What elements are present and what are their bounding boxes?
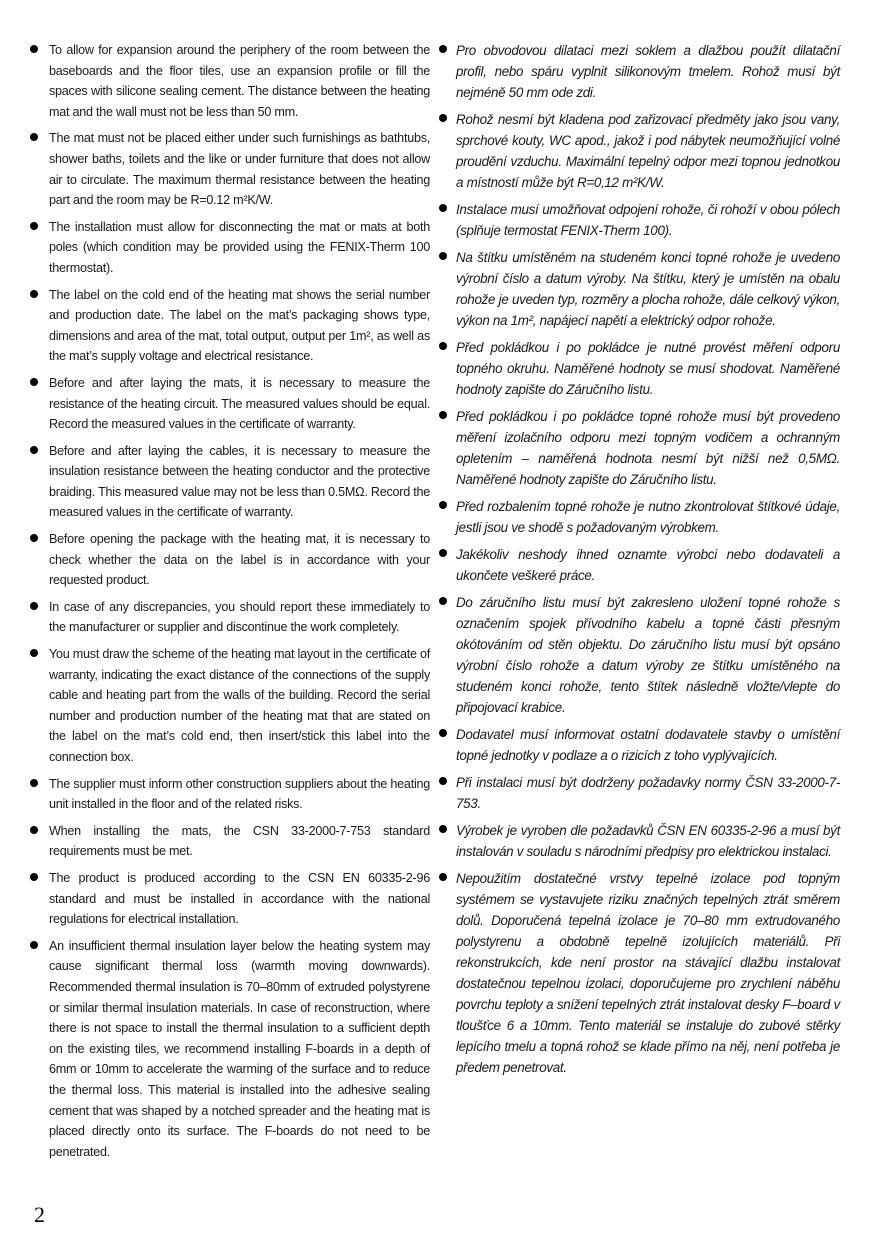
- item-text: When installing the mats, the CSN 33-2000-7-753 standard requirements must be met.: [49, 823, 430, 859]
- item-text: Before and after laying the mats, it is necessary to measure the resistance of the heating circuit. The measured values should be equal. Record the measured values in the certificate of warranty.: [49, 375, 430, 432]
- list-item: [30, 217, 430, 279]
- item-text: You must draw the scheme of the heating mat layout in the certificate of warranty, indicating the exact distance of the connections of the supply cable and heating part from the walls of the building. Record the serial number and production number of the heating mat that are stated on the label on the mat’s cold end, then insert/stick this label into the connection box.: [49, 647, 430, 764]
- bullet-icon: [30, 941, 38, 949]
- list-item: [440, 868, 840, 1078]
- item-text: Před rozbalením topné rohože je nutno zkontrolovat štítkové údaje, jestli jsou ve shodě s požadovaným výrobkem.: [456, 499, 840, 535]
- bullet-icon: [439, 501, 447, 509]
- bullet-icon: [30, 873, 38, 881]
- bullet-icon: [30, 602, 38, 610]
- list-item: [30, 128, 430, 210]
- item-text: Rohož nesmí být kladena pod zařizovací předměty jako jsou vany, sprchové kouty, WC apod., jakož i pod nábytek neumožňující volné proudění vzduchu. Maximální tepelný odpor mezi topnou jednotkou a místností může být R=0,12 m²K/W.: [456, 112, 840, 190]
- bullet-icon: [439, 252, 447, 260]
- item-text: The mat must not be placed either under such furnishings as bathtubs, shower baths, toilets and the like or under furniture that does not allow air to circulate. The maximum thermal resistance between the heating part and the room may be R=0.12 m²K/W.: [49, 131, 430, 208]
- bullet-icon: [439, 549, 447, 557]
- item-text: In case of any discrepancies, you should report these immediately to the manufacturer or supplier and discontinue the work completely.: [49, 599, 430, 635]
- list-item: [30, 644, 430, 768]
- list-item: [30, 285, 430, 367]
- bullet-icon: [30, 290, 38, 298]
- list-item: [30, 868, 430, 930]
- list-item: [440, 820, 840, 862]
- list-item: [440, 406, 840, 490]
- page-number: 2: [34, 1202, 45, 1227]
- bullet-icon: [439, 777, 447, 785]
- item-text: Před pokládkou i po pokládce topné rohože musí být provedeno měření izolačního odporu mezi topným vodičem a ochranným opletením – naměřená hodnota nesmí být nižší než 0,5MΩ. Naměřené hodnoty zapište do Záručního listu.: [456, 409, 840, 487]
- item-text: The product is produced according to the CSN EN 60335-2-96 standard and must be installed in accordance with the national regulations for electrical installation.: [49, 870, 430, 927]
- bullet-icon: [439, 411, 447, 419]
- item-text: To allow for expansion around the periphery of the room between the baseboards and the floor tiles, use an expansion profile or fill the spaces with silicone sealing cement. The distance between the heating mat and the wall must not be less than 50 mm.: [49, 43, 430, 119]
- english-column: [30, 40, 430, 1168]
- bullet-icon: [439, 342, 447, 350]
- bullet-icon: [30, 222, 38, 230]
- english-instruction-list: [30, 40, 430, 1162]
- bullet-icon: [30, 779, 38, 787]
- bullet-icon: [439, 825, 447, 833]
- item-text: Nepoužitím dostatečné vrstvy tepelné izolace pod topným systémem se vystavujete riziku značných tepelných ztrát směrem dolů. Doporučená tepelná izolace je 70–80 mm extrudovaného polystyrenu a obdobně tepelně izolujících materiálů. Při rekonstrukcích, kde není prostor na stávající dlažbu instalovat dostatečnou tepelnou izolaci, doporučujeme pro zrychlení náběhu povrchu teploty a snížení tepelných ztrát instalovat desky F–board v tloušťce 6 a 10mm. Tento materiál se instaluje do zubové stěrky lepícího tmelu a topná rohož se klade přímo na něj, není potřeba je předem penetrovat.: [456, 871, 840, 1075]
- bullet-icon: [30, 649, 38, 657]
- bullet-icon: [30, 446, 38, 454]
- bullet-icon: [439, 114, 447, 122]
- item-text: Instalace musí umožňovat odpojení rohože, či rohoží v obou pólech (splňuje termostat FENIX-Therm 100).: [456, 202, 840, 238]
- list-item: [30, 441, 430, 523]
- item-text: Výrobek je vyroben dle požadavků ČSN EN 60335-2-96 a musí být instalován v souladu s národními předpisy pro elektrickou instalaci.: [456, 823, 840, 859]
- list-item: [440, 544, 840, 586]
- item-text: The installation must allow for disconnecting the mat or mats at both poles (which condition may be provided using the FENIX-Therm 100 thermostat).: [49, 219, 430, 275]
- item-text: Před pokládkou i po pokládce je nutné provést měření odporu topného okruhu. Naměřené hodnoty se musí shodovat. Naměřené hodnoty zapište do Záručního listu.: [456, 340, 840, 397]
- list-item: [30, 373, 430, 435]
- bullet-icon: [439, 204, 447, 212]
- item-text: Do záručního listu musí být zakresleno uložení topné rohože s označením spojek přívodního kabelu a topné části přesným okótováním od stěn objektu. Do záručního listu musí být opsáno výrobní číslo rohože a datum výroby ze štítku umístěného na studeném konci rohože, tento štítek následně vložte/vlepte do připojovací krabice.: [456, 595, 840, 715]
- list-item: [440, 109, 840, 193]
- item-text: Jakékoliv neshody ihned oznamte výrobci nebo dodavateli a ukončete veškeré práce.: [456, 547, 840, 583]
- list-item: [30, 936, 430, 1163]
- list-item: [30, 529, 430, 591]
- list-item: [30, 821, 430, 862]
- list-item: [440, 496, 840, 538]
- czech-column: [440, 40, 840, 1084]
- list-item: [440, 247, 840, 331]
- bullet-icon: [439, 45, 447, 53]
- item-text: Dodavatel musí informovat ostatní dodavatele stavby o umístění topné jednotky v podlaze a o rizicích z toho vyplývajících.: [456, 727, 840, 763]
- list-item: [440, 337, 840, 400]
- list-item: [440, 724, 840, 766]
- list-item: [440, 199, 840, 241]
- list-item: [440, 772, 840, 814]
- bullet-icon: [439, 873, 447, 881]
- czech-instruction-list: [440, 40, 840, 1078]
- item-text: The supplier must inform other construction suppliers about the heating unit installed in the floor and of the related risks.: [49, 776, 430, 812]
- bullet-icon: [439, 597, 447, 605]
- bullet-icon: [30, 133, 38, 141]
- item-text: An insufficient thermal insulation layer below the heating system may cause significant thermal loss (warmth moving downwards). Recommended thermal insulation is 70–80mm of extruded polystyrene or similar thermal insulation materials. In case of reconstruction, where there is not space to install the thermal insulation to a sufficient depth on the existing tiles, we recommend installing F-boards in a depth of 6mm or 10mm to accelerate the warming of the surface and to reduce the thermal loss. This material is installed into the adhesive sealing cement that was shaped by a notched spreader and the heating mat is placed directly onto its surface. The F-boards do not need to be penetrated.: [49, 938, 430, 1159]
- list-item: [440, 40, 840, 103]
- bullet-icon: [30, 378, 38, 386]
- item-text: Before and after laying the cables, it is necessary to measure the insulation resistance between the heating conductor and the protective braiding. This measured value may not be less than 0.5MΩ. Record the measured values in the certificate of warranty.: [49, 443, 430, 520]
- bullet-icon: [439, 729, 447, 737]
- bullet-icon: [30, 534, 38, 542]
- item-text: Pro obvodovou dilataci mezi soklem a dlažbou použít dilatační profil, nebo spáru vyplnit silikonovým tmelem. Rohož musí být nejméně 50 mm ode zdi.: [456, 43, 840, 100]
- item-text: Na štítku umístěném na studeném konci topné rohože je uvedeno výrobní číslo a datum výroby. Na štítku, který je umístěn na obalu rohože je uveden typ, rozměry a plocha rohože, dále celkový výkon, výkon na 1m², napájecí napětí a elektrický odpor rohože.: [456, 250, 840, 328]
- list-item: [440, 592, 840, 718]
- list-item: [30, 40, 430, 122]
- bullet-icon: [30, 45, 38, 53]
- item-text: Při instalaci musí být dodrženy požadavky normy ČSN 33-2000-7-753.: [456, 775, 840, 811]
- list-item: [30, 774, 430, 815]
- item-text: Before opening the package with the heating mat, it is necessary to check whether the data on the label is in accordance with your requested product.: [49, 532, 430, 588]
- list-item: [30, 597, 430, 638]
- bullet-icon: [30, 826, 38, 834]
- item-text: The label on the cold end of the heating mat shows the serial number and production date. The label on the mat’s packaging shows type, dimensions and area of the mat, total output, output per 1m², as well as the mat’s supply voltage and electrical resistance.: [49, 287, 430, 364]
